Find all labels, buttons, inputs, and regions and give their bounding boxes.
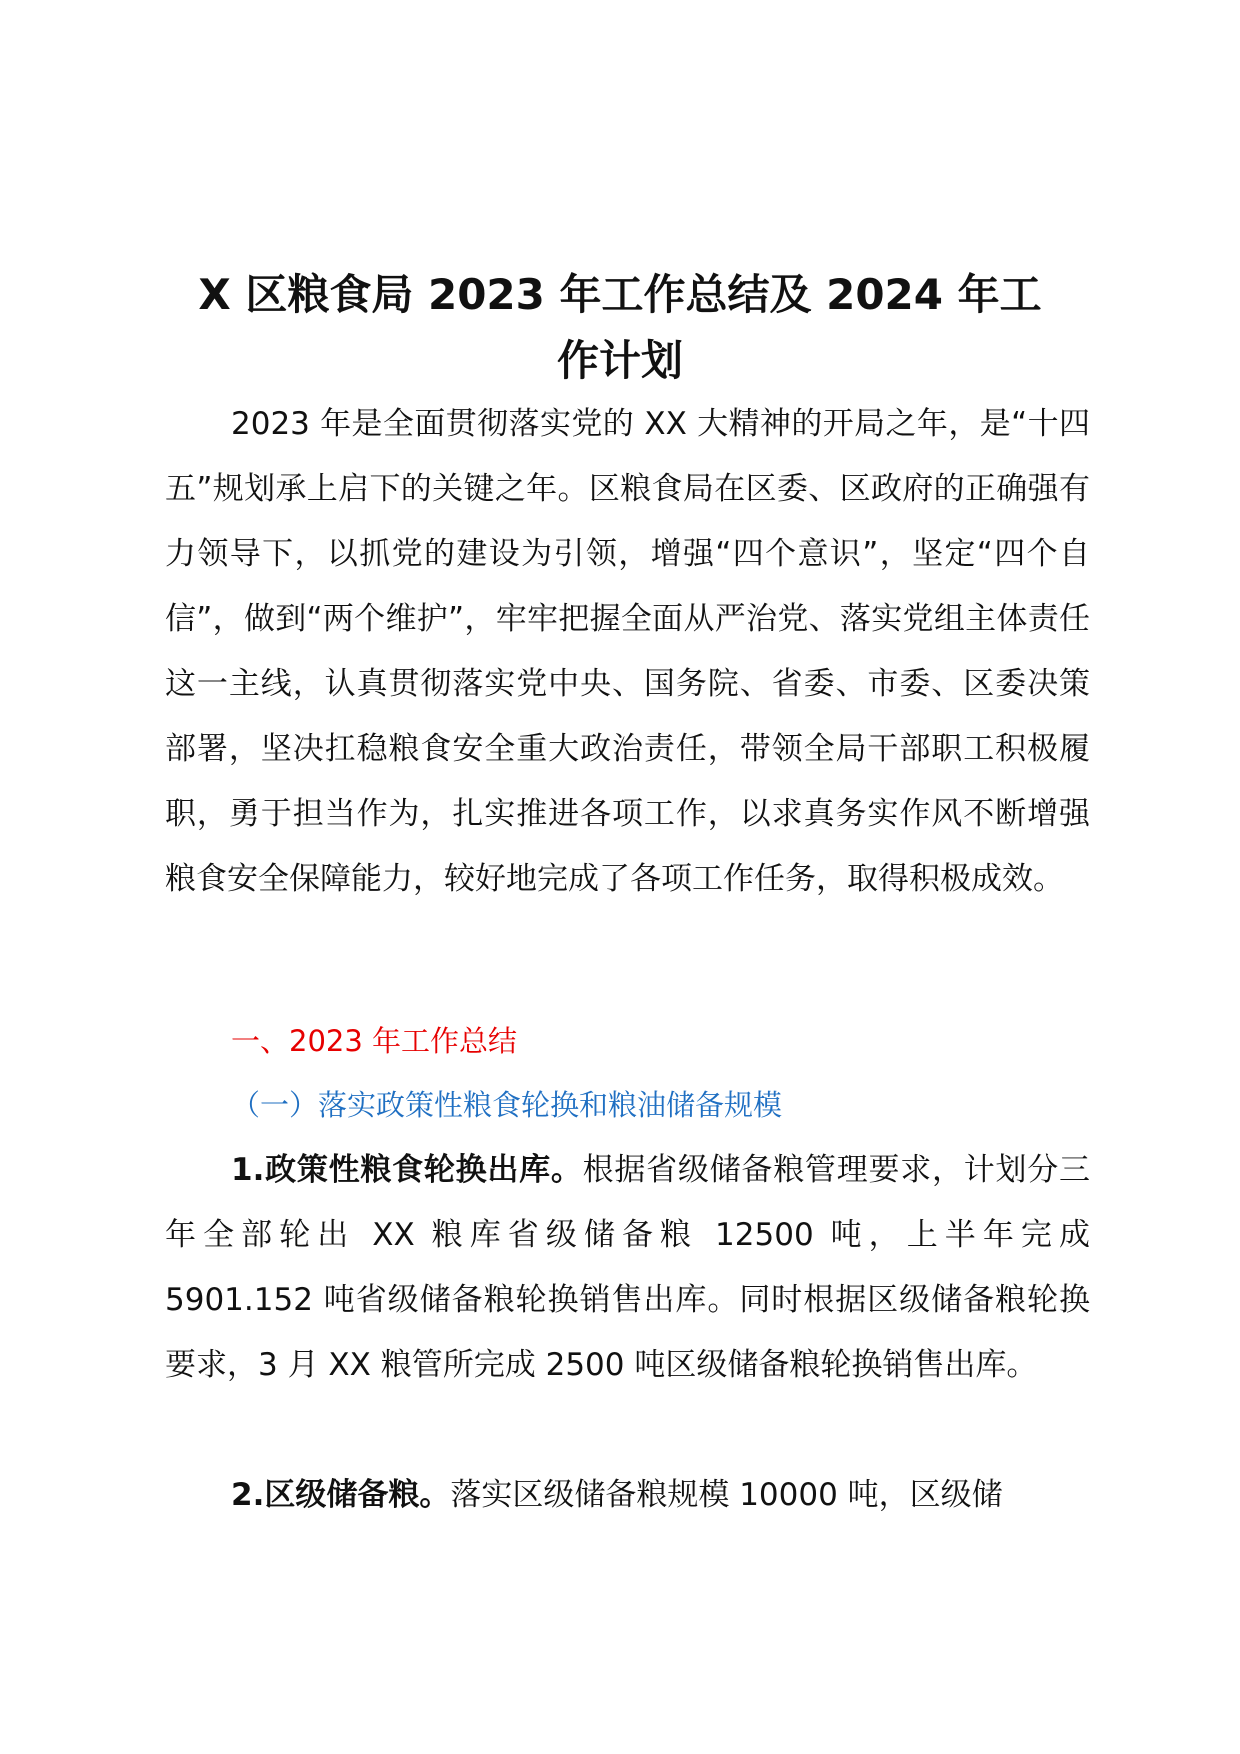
intro-paragraph: 2023 年是全面贯彻落实党的 XX 大精神的开局之年，是“十四五”规划承上启下的关键之年。区粮食局在区委、区政府的正确强有力领导下，以抓党的建设为引领，增强“四个意识”，坚定“四个自信”，做到“两个维护”，牢牢把握全面从严治党、落实党组主体责任这一主线，认真贯彻落实党中央、国务院、省委、市委、区委决策部署，坚决扛稳粮食安全重大政治责任，带领全局干部职工积极履职，勇于担当作为，扎实推进各项工作，以求真务实作风不断增强粮食安全保障能力，较好地完成了各项工作任务，取得积极成效。 [165,406,1090,897]
title-line-1: X 区粮食局 2023 年工作总结及 2024 年工 [198,270,1042,319]
title-line-2: 作计划 [556,336,683,385]
item-1-paragraph [165,1138,1090,1398]
subsection-heading-1: （一）落实政策性粮食轮换和粮油储备规模 [231,1088,783,1122]
document-title [150,262,1090,394]
item-2-paragraph [165,1463,1090,1528]
section-heading-1: 一、2023 年工作总结 [231,1024,518,1058]
item-2-text: 落实区级储备粮规模 10000 吨，区级储 [450,1477,1003,1513]
item-2-lead: 2.区级储备粮。 [231,1477,451,1513]
item-1-lead: 1.政策性粮食轮换出库。 [231,1152,583,1188]
item-1-text: 根据省级储备粮管理要求，计划分三年全部轮出 XX 粮库省级储备粮 12500 吨，上半年完成 5901.152 吨省级储备粮轮换销售出库。同时根据区级储备粮轮换要求，3 月 XX 粮管所完成 2500 吨区级储备粮轮换销售出库。 [165,1152,1090,1383]
